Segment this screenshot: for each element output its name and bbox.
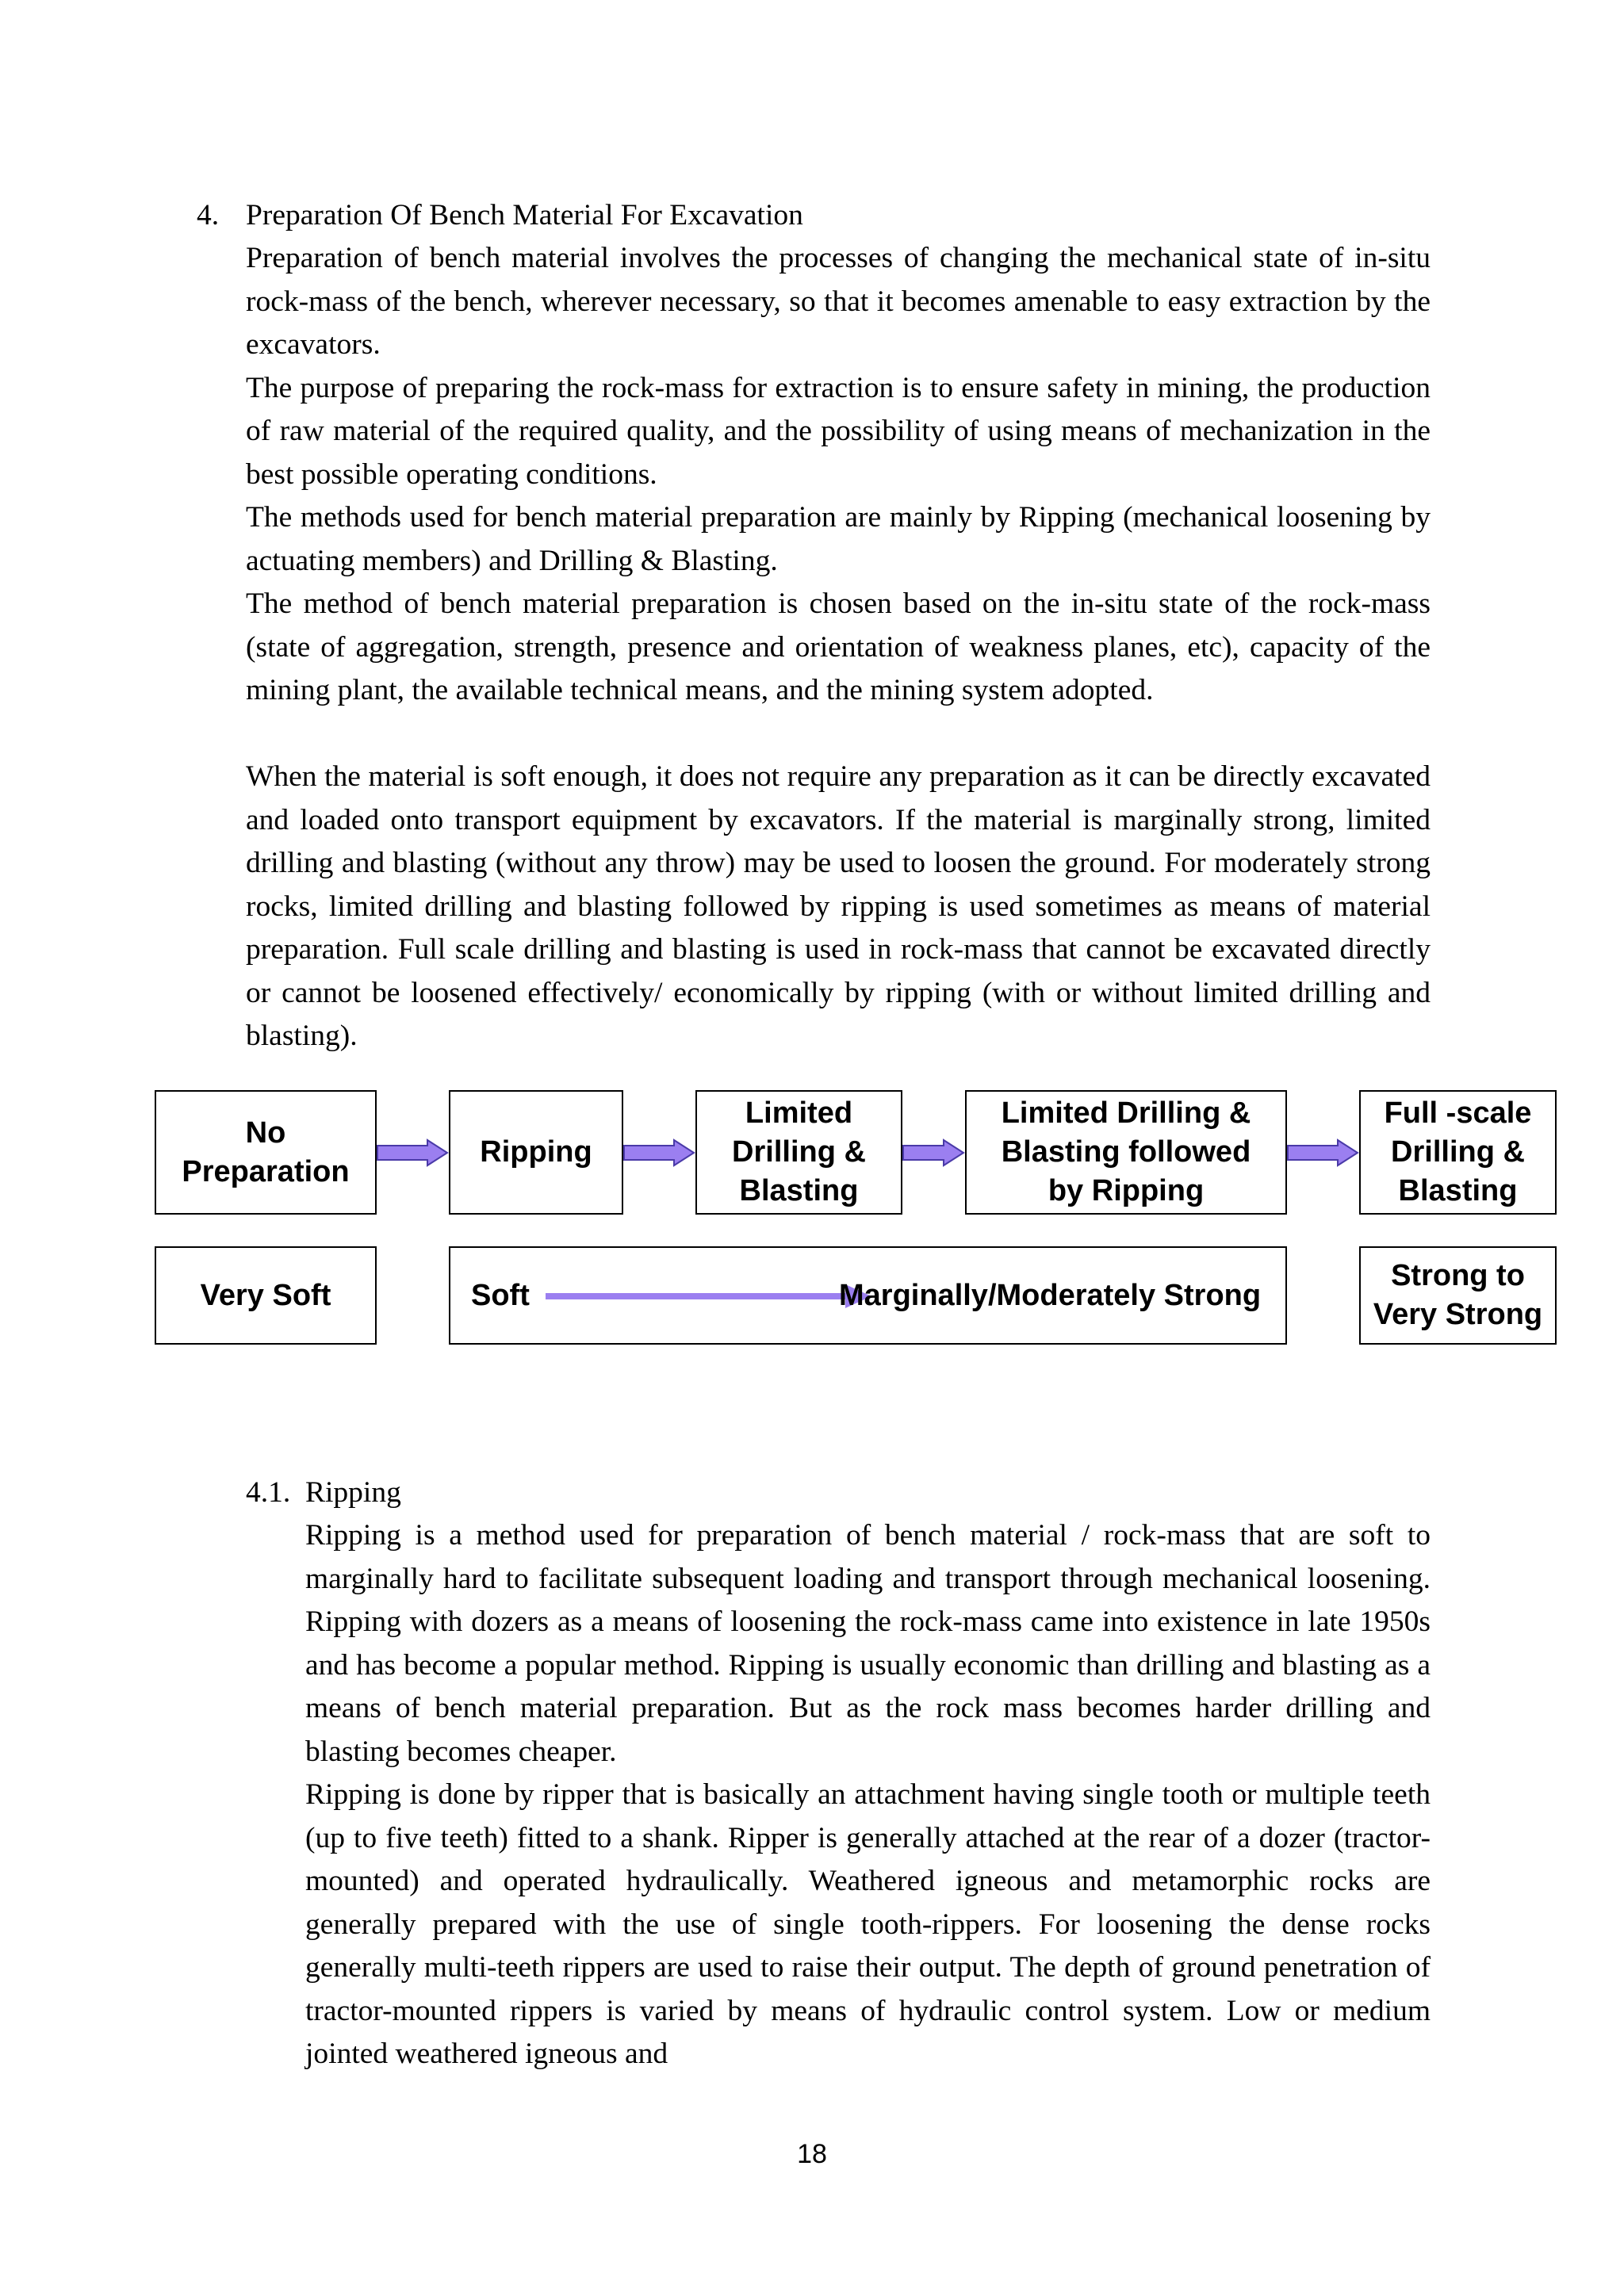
box-label: Drilling & bbox=[732, 1135, 866, 1169]
box-label: Limited bbox=[745, 1096, 853, 1130]
paragraph: Ripping is a method used for preparation of bench material / rock-mass that are soft to marginally hard to facilitate subsequent loading and transport through mechanical loosening. Ripping with dozers as a means of loosening the rock-mass came into existence in late 1950s and has become a popular method. Ripping is usually economic than drilling and blasting as a means of bench material preparation. But as the rock mass becomes harder drilling and blasting becomes cheaper. bbox=[305, 1519, 1431, 1768]
method-no-preparation bbox=[155, 1090, 377, 1215]
method-ripping bbox=[449, 1090, 623, 1215]
paragraph: The methods used for bench material preparation are mainly by Ripping (mechanical loosening by actuating members) and Drilling & Blasting. bbox=[246, 501, 1431, 577]
subsection-title: Ripping bbox=[305, 1476, 401, 1509]
strength-strong bbox=[1359, 1246, 1557, 1345]
box-label: Blasting followed bbox=[1001, 1135, 1251, 1169]
right-arrow-icon bbox=[902, 1138, 965, 1167]
section-number: 4. bbox=[197, 199, 220, 232]
section-body bbox=[246, 237, 1431, 1058]
box-label: Ripping bbox=[480, 1135, 592, 1169]
box-label: Blasting bbox=[1398, 1174, 1518, 1207]
box-label: Very Soft bbox=[200, 1278, 331, 1312]
method-limited-drilling-blasting bbox=[695, 1090, 902, 1215]
box-label: Preparation bbox=[182, 1154, 350, 1188]
strength-moderate-label: Marginally/Moderately Strong bbox=[839, 1278, 1262, 1312]
long-right-arrow-icon bbox=[546, 1284, 872, 1309]
box-label: by Ripping bbox=[1048, 1174, 1205, 1207]
box-label: Blasting bbox=[739, 1174, 859, 1207]
strength-very-soft bbox=[155, 1246, 377, 1345]
subsection-body bbox=[305, 1514, 1431, 2076]
paragraph: The purpose of preparing the rock-mass for extraction is to ensure safety in mining, the production of raw material of the required quality, and the possibility of using means of mechanization in the best possible operating conditions. bbox=[246, 371, 1431, 491]
box-label: Full -scale bbox=[1384, 1096, 1532, 1130]
right-arrow-icon bbox=[623, 1138, 695, 1167]
paragraph: The method of bench material preparation is chosen based on the in-situ state of the rock-mass (state of aggregation, strength, presence and orientation of weakness planes, etc), capacity of the mining plant, the available technical means, and the mining system adopted. bbox=[246, 587, 1431, 706]
strength-soft-label: Soft bbox=[471, 1278, 530, 1312]
right-arrow-icon bbox=[1287, 1138, 1359, 1167]
box-label: Drilling & bbox=[1391, 1135, 1525, 1169]
strength-soft-to-moderate bbox=[449, 1246, 1287, 1345]
box-label: Very Strong bbox=[1373, 1298, 1543, 1331]
right-arrow-icon bbox=[377, 1138, 449, 1167]
paragraph: Ripping is done by ripper that is basically an attachment having single tooth or multiple teeth (up to five teeth) fitted to a shank. Ripper is generally attached at the rear of a dozer (tractor-mounted) and operated hydraulically. Weathered igneous and metamorphic rocks are generally prepared with the use of single tooth-rippers. For loosening the dense rocks generally multi-teeth rippers are used to raise their output. The depth of ground penetration of tractor-mounted rippers is varied by means of hydraulic control system. Low or medium jointed weathered igneous and bbox=[305, 1778, 1431, 2070]
page-number: 18 bbox=[797, 2139, 827, 2169]
paragraph: When the material is soft enough, it does not require any preparation as it can be directly excavated and loaded onto transport equipment by excavators. If the material is marginally strong, limited drilling and blasting (without any throw) may be used to loosen the ground. For moderately strong rocks, limited drilling and blasting followed by ripping is used sometimes as means of material preparation. Full scale drilling and blasting is used in rock-mass that cannot be excavated directly or cannot be loosened effectively/ economically by ripping (with or without limited drilling and blasting). bbox=[246, 760, 1431, 1052]
section-title: Preparation Of Bench Material For Excavation bbox=[246, 199, 803, 232]
method-limited-drilling-blasting-ripping bbox=[965, 1090, 1287, 1215]
box-label: No bbox=[245, 1115, 286, 1150]
box-label: Strong to bbox=[1391, 1259, 1525, 1292]
box-label: Limited Drilling & bbox=[1001, 1096, 1251, 1130]
method-full-scale-drilling-blasting bbox=[1359, 1090, 1557, 1215]
paragraph: Preparation of bench material involves the processes of changing the mechanical state of in-situ rock-mass of the bench, wherever necessary, so that it becomes amenable to easy extraction by the excavators. bbox=[246, 242, 1431, 361]
subsection-number: 4.1. bbox=[246, 1476, 291, 1509]
